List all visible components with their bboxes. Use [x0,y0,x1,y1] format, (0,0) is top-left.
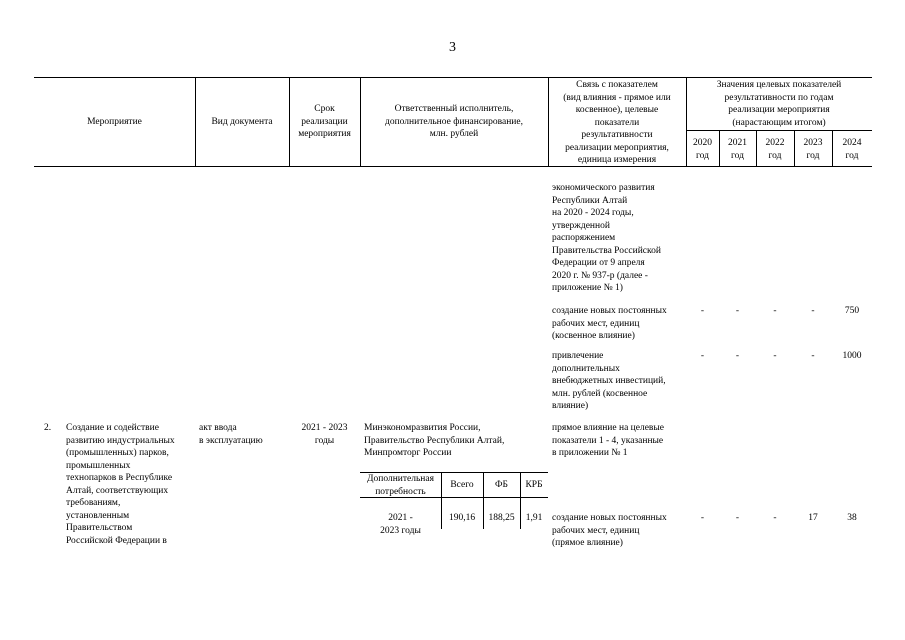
row-term: 2021 - 2023 годы [301,423,348,446]
value-cell: - [735,306,740,316]
value-cell: - [773,306,777,316]
row-measure: Создание и содействие развитию индустриальных (промышленных) парков, промышленных технопарков в Республике Алтай, соответствующих требованиям, установленным Правительством Российской Федерации в [66,423,175,546]
years-subheader-border [686,130,872,131]
fin-header-krb: КРБ [525,480,543,490]
fin-total: 190,16 [448,513,476,523]
page-number: 3 [449,40,456,55]
value-cell: - [700,306,705,316]
continuation-text: экономического развития Республики Алтай на 2020 - 2024 годы, утвержденной распоряжением Правительства Российской Федерации от 9 апреля 2020 г. № 937-р (далее - приложение № 1) [552,183,661,293]
value-cell: - [700,513,705,523]
row-responsible: Минэкономразвития России, Правительство Республики Алтай, Минпромторг России [364,423,505,458]
value-cell: - [700,351,705,361]
value-cell: 750 [844,306,860,316]
indicator-investments: привлечение дополнительных внебюджетных инвестиций, млн. рублей (косвенное влияние) [552,351,666,411]
value-cell: - [811,351,815,361]
header-bottom-border [34,166,872,167]
row-indicator-link: прямое влияние на целевые показатели 1 - 4, указанные в приложении № 1 [552,423,665,458]
header-measure: Мероприятие [87,117,142,127]
table-top-border [34,77,872,78]
fin-period: 2021 - 2023 годы [380,513,421,536]
value-cell: - [735,351,740,361]
fin-header-total: Всего [450,480,474,490]
value-cell: 17 [808,513,818,523]
fin-fb: 188,25 [488,513,515,523]
fin-krb: 1,91 [525,513,543,523]
header-year-2020: 2020 год [693,138,712,161]
row-doc-type: акт ввода в эксплуатацию [199,423,263,446]
value-cell: 38 [847,513,857,523]
indicator-new-jobs-direct: создание новых постоянных рабочих мест, единиц (прямое влияние) [552,513,667,548]
value-cell: - [773,513,777,523]
header-indicator-link: Связь с показателем (вид влияния - прямое или косвенное), целевые показатели результативности реализации мероприятия, единица измерения [563,80,671,165]
header-year-2022: 2022 год [765,138,785,161]
header-year-2023: 2023 год [803,138,823,161]
value-cell: - [773,351,777,361]
header-year-2021: 2021 год [728,138,747,161]
header-term: Срок реализации мероприятия [298,104,351,139]
header-responsible: Ответственный исполнитель, дополнительное финансирование, млн. рублей [385,104,523,139]
indicator-new-jobs-indirect: создание новых постоянных рабочих мест, единиц (косвенное влияние) [552,306,667,341]
header-doc-type: Вид документа [211,117,273,127]
value-cell: - [811,306,815,316]
value-cell: - [735,513,740,523]
header-year-2024: 2024 год [842,138,862,161]
header-target-values: Значения целевых показателей результативности по годам реализации мероприятия (нарастающим итогом) [716,80,842,128]
value-cell: 1000 [842,351,862,361]
row-number: 2. [44,423,52,433]
fin-header-need: Дополнительная потребность [367,474,434,497]
fin-header-fb: ФБ [495,480,508,490]
